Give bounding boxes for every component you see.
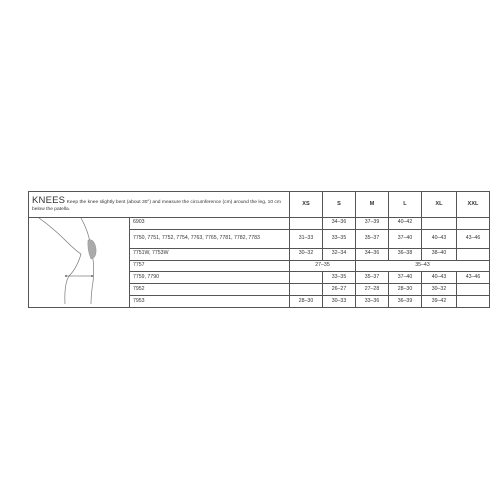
size-range-cell: 35–37: [356, 229, 389, 248]
model-numbers: 7757: [130, 260, 290, 272]
size-range-cell: 27–35: [290, 260, 356, 272]
size-range-cell: [457, 218, 490, 230]
size-range-cell: 43–46: [457, 272, 490, 284]
size-range-cell: [457, 284, 490, 296]
model-numbers: 6903: [130, 218, 290, 230]
size-range-cell: 30–32: [422, 284, 457, 296]
size-range-cell: 37–40: [389, 229, 422, 248]
size-header-xl: XL: [422, 192, 457, 218]
size-header-s: S: [323, 192, 356, 218]
size-range-cell: 34–36: [356, 248, 389, 260]
size-range-cell: 33–35: [323, 272, 356, 284]
size-range-cell: 37–40: [389, 272, 422, 284]
size-range-cell: 28–30: [389, 284, 422, 296]
size-range-cell: [457, 296, 490, 308]
size-range-cell: 35–37: [356, 272, 389, 284]
size-range-cell: 40–43: [422, 229, 457, 248]
size-range-cell: 33–36: [356, 296, 389, 308]
size-range-cell: 26–27: [323, 284, 356, 296]
size-range-cell: 31–33: [290, 229, 323, 248]
size-range-cell: [290, 218, 323, 230]
size-range-cell: [422, 218, 457, 230]
size-range-cell: [290, 272, 323, 284]
model-numbers: 7759, 7790: [130, 272, 290, 284]
illustration-cell: [29, 218, 130, 308]
model-numbers: 7953: [130, 296, 290, 308]
size-range-cell: 30–32: [290, 248, 323, 260]
table-row: [29, 218, 490, 230]
size-range-cell: 40–43: [422, 272, 457, 284]
knee-measurement-illustration: [29, 218, 129, 304]
size-range-cell: 36–38: [389, 248, 422, 260]
size-range-cell: 27–28: [356, 284, 389, 296]
size-range-cell: 36–39: [389, 296, 422, 308]
measurement-instructions: Keep the knee slightly bent (about 30°) and measure the circumference (cm) around the leg, 10 cm below the patella.: [32, 200, 281, 212]
model-numbers: 7750, 7751, 7752, 7754, 7763, 7765, 7781, 7782, 7783: [130, 229, 290, 248]
size-range-cell: 30–33: [323, 296, 356, 308]
size-range-cell: 39–42: [422, 296, 457, 308]
size-header-xxl: XXL: [457, 192, 490, 218]
model-numbers: 7751W, 7753W: [130, 248, 290, 260]
table-header-cell: [29, 192, 290, 218]
size-range-cell: 33–35: [323, 229, 356, 248]
size-range-cell: 34–36: [323, 218, 356, 230]
size-range-cell: 43–46: [457, 229, 490, 248]
size-range-cell: [290, 284, 323, 296]
size-range-cell: 37–39: [356, 218, 389, 230]
table-title: KNEES: [32, 195, 66, 207]
size-range-cell: [457, 248, 490, 260]
size-range-cell: 35–43: [356, 260, 490, 272]
size-header-xs: XS: [290, 192, 323, 218]
model-numbers: 7952: [130, 284, 290, 296]
table-body: [29, 218, 490, 308]
size-header-l: L: [389, 192, 422, 218]
knee-size-table: [28, 191, 490, 308]
size-header-m: M: [356, 192, 389, 218]
size-range-cell: 28–30: [290, 296, 323, 308]
size-range-cell: 38–40: [422, 248, 457, 260]
size-range-cell: 40–42: [389, 218, 422, 230]
table-header-row: [29, 192, 490, 218]
size-range-cell: 32–34: [323, 248, 356, 260]
